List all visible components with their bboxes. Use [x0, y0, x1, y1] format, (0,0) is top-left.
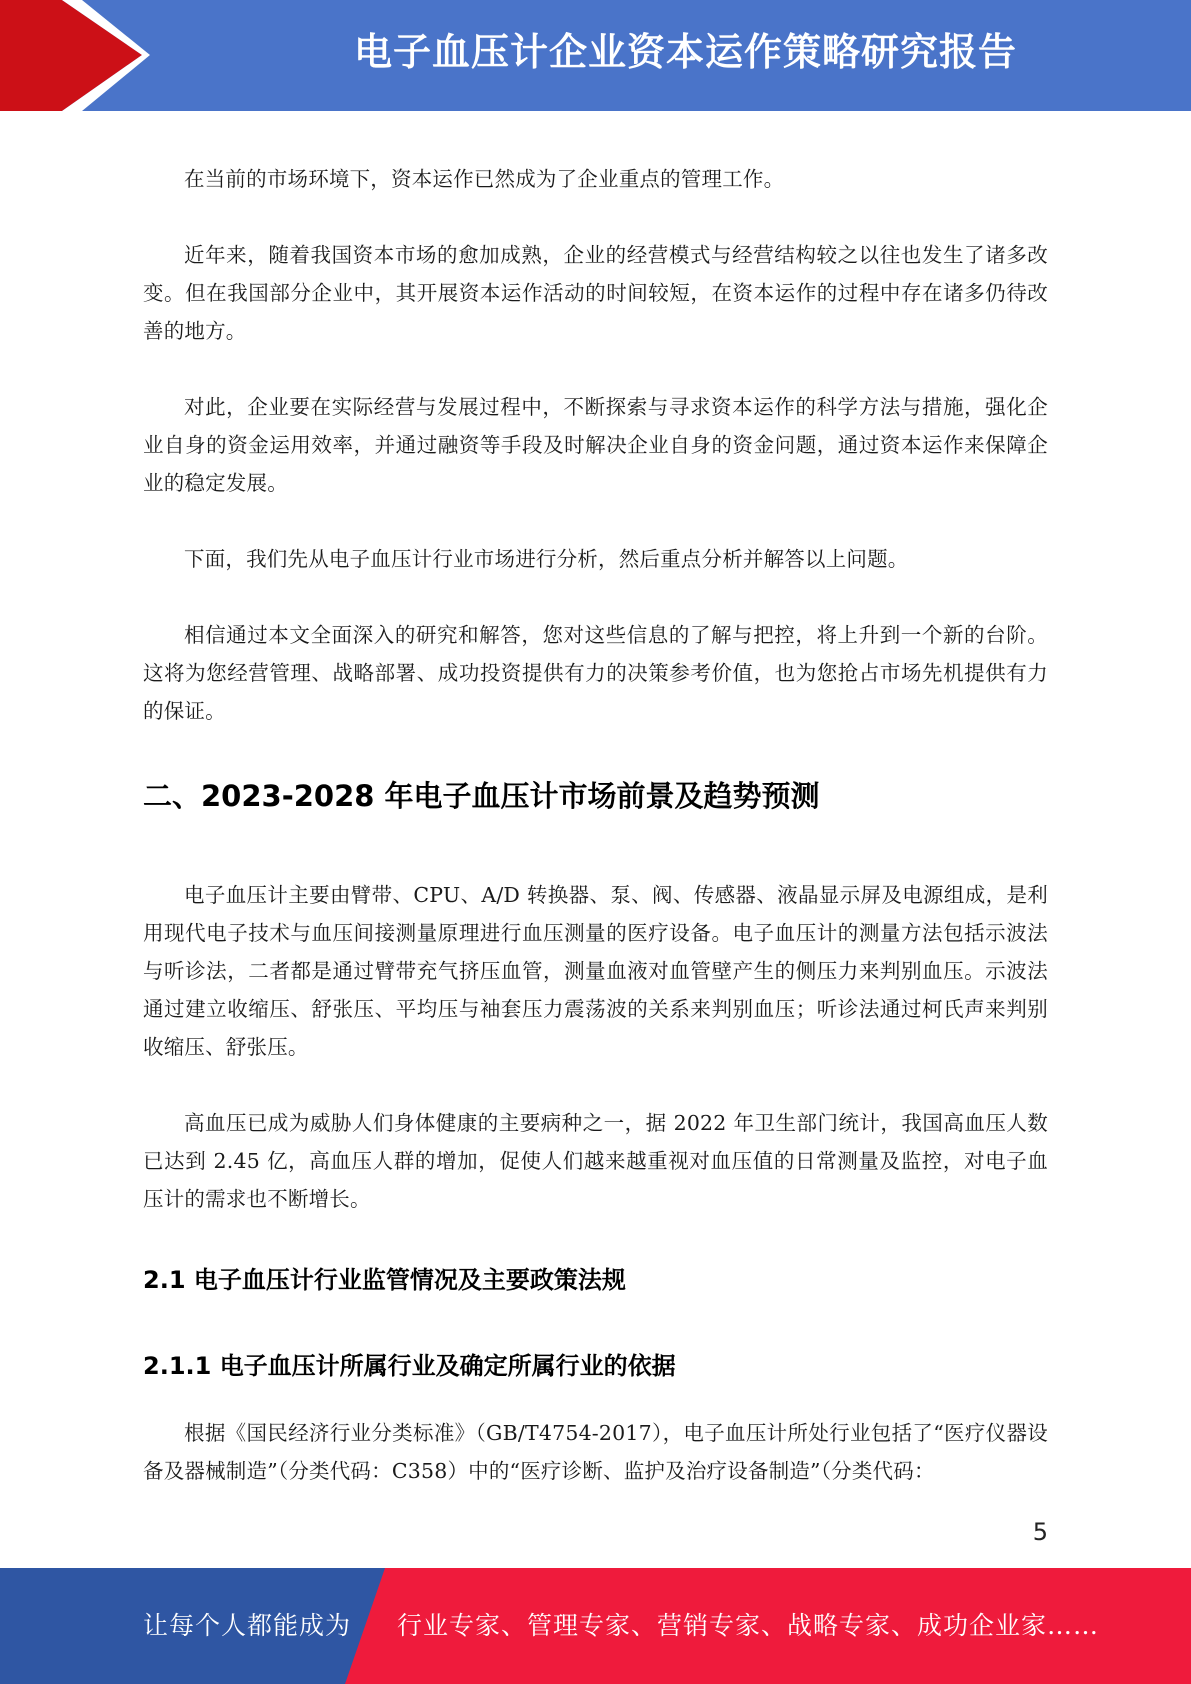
header-banner	[0, 0, 1191, 111]
paragraph-1: 在当前的市场环境下，资本运作已然成为了企业重点的管理工作。	[184, 167, 785, 191]
paragraph-5: 相信通过本文全面深入的研究和解答，您对这些信息的了解与把控，将上升到一个新的台阶。这将为您经营管理、战略部署、成功投资提供有力的决策参考价值，也为您抢占市场先机提供有力的保证。	[143, 623, 1048, 723]
footer-slogan-left: 让每个人都能成为	[143, 1611, 352, 1640]
paragraph-6: 电子血压计主要由臂带、CPU、A/D 转换器、泵、阀、传感器、液晶显示屏及电源组成，是利用现代电子技术与血压间接测量原理进行血压测量的医疗设备。电子血压计的测量方法包括示波法与听诊法，二者都是通过臂带充气挤压血管，测量血液对血管壁产生的侧压力来判别血压。示波法通过建立收缩压、舒张压、平均压与袖套压力震荡波的关系来判别血压；听诊法通过柯氏声来判别收缩压、舒张压。	[143, 883, 1048, 1059]
subsection-heading-2-1: 2.1 电子血压计行业监管情况及主要政策法规	[143, 1266, 626, 1294]
paragraph-7: 高血压已成为威胁人们身体健康的主要病种之一，据 2022 年卫生部门统计，我国高血压人数已达到 2.45 亿，高血压人群的增加，促使人们越来越重视对血压值的日常测量及监控，对电子血压计的需求也不断增长。	[143, 1111, 1048, 1211]
document-body	[143, 160, 1048, 1490]
report-title: 电子血压计企业资本运作策略研究报告	[353, 30, 1017, 74]
paragraph-4: 下面，我们先从电子血压计行业市场进行分析，然后重点分析并解答以上问题。	[184, 547, 909, 571]
page-number: 5	[1032, 1518, 1048, 1546]
paragraph-2: 近年来，随着我国资本市场的愈加成熟，企业的经营模式与经营结构较之以往也发生了诸多改变。但在我国部分企业中，其开展资本运作活动的时间较短，在资本运作的过程中存在诸多仍待改善的地方。	[143, 243, 1048, 343]
footer-banner	[0, 1568, 1191, 1684]
paragraph-8: 根据《国民经济行业分类标准》（GB/T4754-2017），电子血压计所处行业包括了“医疗仪器设备及器械制造”（分类代码：C358）中的“医疗诊断、监护及治疗设备制造”（分类代码：	[143, 1421, 1048, 1483]
subsection-heading-2-1-1: 2.1.1 电子血压计所属行业及确定所属行业的依据	[143, 1352, 676, 1380]
paragraph-3: 对此，企业要在实际经营与发展过程中，不断探索与寻求资本运作的科学方法与措施，强化企业自身的资金运用效率，并通过融资等手段及时解决企业自身的资金问题，通过资本运作来保障企业的稳定发展。	[143, 395, 1048, 495]
section-heading-2: 二、2023-2028 年电子血压计市场前景及趋势预测	[143, 779, 820, 813]
footer-slogan-right: 行业专家、管理专家、营销专家、战略专家、成功企业家……	[397, 1611, 1100, 1640]
